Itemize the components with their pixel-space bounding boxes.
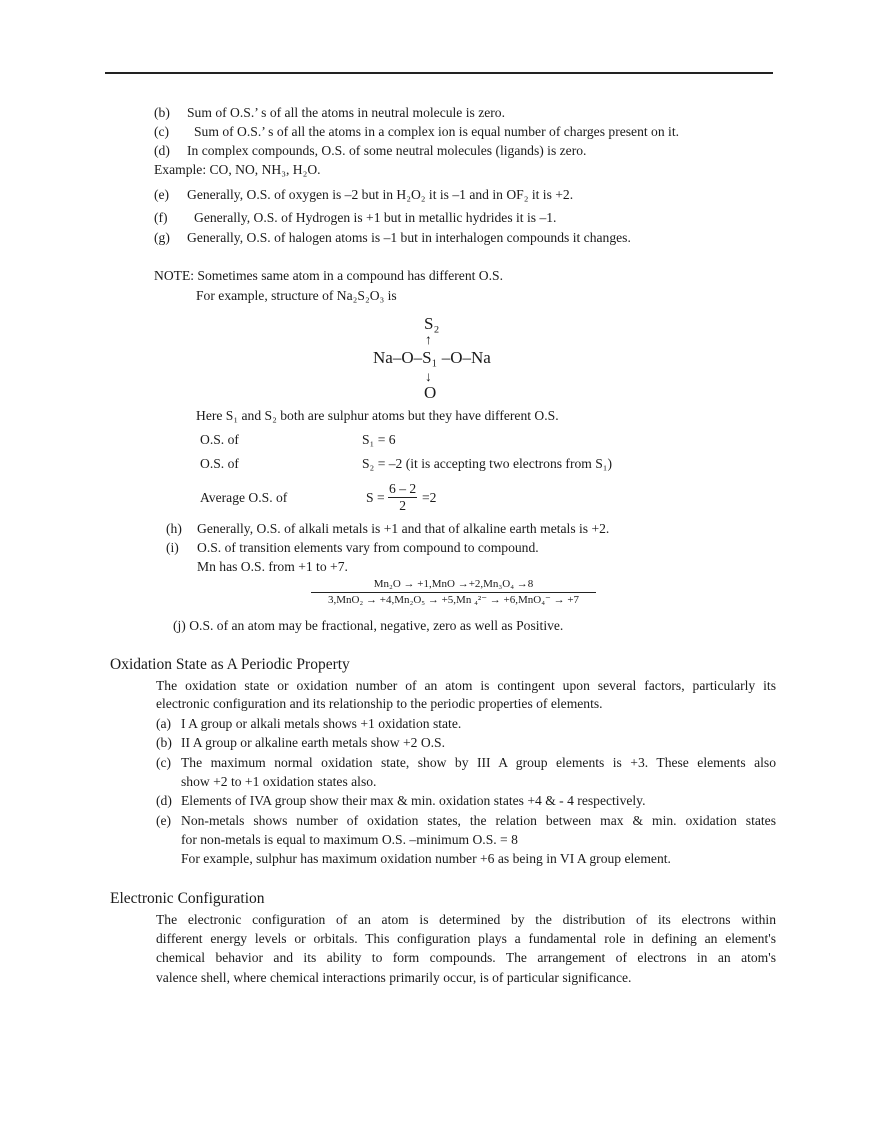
rule-c-label: (c) bbox=[154, 124, 170, 139]
note-text: : Sometimes same atom in a compound has different O.S. bbox=[190, 268, 503, 283]
rule-b-text: Sum of O.S.’ s of all the atoms in neutral molecule is zero. bbox=[187, 105, 505, 120]
item-a-label: (a) bbox=[156, 716, 172, 731]
item-b-text: II A group or alkaline earth metals show +2 O.S. bbox=[181, 735, 446, 750]
rule-f-label: (f) bbox=[154, 210, 168, 225]
rule-c-text: Sum of O.S.’ s of all the atoms in a complex ion is equal number of charges present on it. bbox=[194, 124, 680, 139]
item-a-text: I A group or alkali metals shows +1 oxidation state. bbox=[181, 716, 462, 731]
down-arrow-icon: ↓ bbox=[425, 369, 432, 384]
average-lhs: S = bbox=[366, 490, 385, 505]
mn-equation-numerator: Mn₂O → +1,MnO →+2,Mn₃O₄ →8 bbox=[311, 576, 596, 593]
section2-para-line: valence shell, where chemical interactions primarily occur, is of particular significance. bbox=[156, 970, 632, 985]
section-heading-periodic: Oxidation State as A Periodic Property bbox=[110, 656, 350, 673]
note-example: For example, structure of Na₂S₂O₃ is bbox=[196, 288, 397, 303]
example-line: Example: CO, NO, NH₃, H₂O. bbox=[154, 162, 321, 177]
item-c-label: (c) bbox=[156, 755, 172, 770]
rule-e-text: Generally, O.S. of oxygen is –2 but in H₂O₂ it is –1 and in OF₂ it is +2. bbox=[187, 187, 574, 202]
structure-s2: S₂ bbox=[424, 314, 440, 333]
average-fraction bbox=[388, 481, 417, 514]
item-e-label: (e) bbox=[156, 813, 172, 828]
item-c-text: The maximum normal oxidation state, show by III A group elements is +3. These elements also bbox=[181, 755, 776, 770]
mn-os-range: Mn has O.S. from +1 to +7. bbox=[197, 559, 348, 574]
up-arrow-icon: ↑ bbox=[425, 332, 432, 347]
mn-equation-denominator: 3,MnO₂ → +4,Mn₂O₅ → +5,Mn ₄²⁻ → +6,MnO₄⁻ → +7 bbox=[327, 594, 580, 606]
os-row-2-label: O.S. of bbox=[200, 456, 239, 471]
rule-d-text: In complex compounds, O.S. of some neutral molecules (ligands) is zero. bbox=[187, 143, 587, 158]
os-row-2-value: S₂ = –2 (it is accepting two electrons from S₁) bbox=[362, 456, 613, 471]
section1-para-line: electronic configuration and its relationship to the periodic properties of elements. bbox=[156, 696, 603, 711]
rule-b-label: (b) bbox=[154, 105, 170, 120]
rule-i-label: (i) bbox=[166, 540, 179, 555]
item-b-label: (b) bbox=[156, 735, 172, 750]
rule-d-label: (d) bbox=[154, 143, 170, 158]
rule-f-text: Generally, O.S. of Hydrogen is +1 but in metallic hydrides it is –1. bbox=[194, 210, 557, 225]
item-c-text-cont: show +2 to +1 oxidation states also. bbox=[181, 774, 377, 789]
rule-h-text: Generally, O.S. of alkali metals is +1 and that of alkaline earth metals is +2. bbox=[197, 521, 610, 536]
os-intro: Here S₁ and S₂ both are sulphur atoms but they have different O.S. bbox=[196, 408, 559, 423]
rule-g-label: (g) bbox=[154, 230, 170, 245]
note-label: NOTE bbox=[154, 268, 191, 283]
section2-para-line: chemical behavior and its ability to form compounds. The arrangement of electrons in an atom's bbox=[156, 950, 776, 965]
section2-para-line: different energy levels or orbitals. This configuration plays a fundamental role in defining an element's bbox=[156, 931, 776, 946]
average-label: Average O.S. of bbox=[200, 490, 288, 505]
section-heading-electronic: Electronic Configuration bbox=[110, 890, 265, 907]
note bbox=[154, 267, 503, 285]
os-row-1-value: S₁ = 6 bbox=[362, 432, 396, 447]
average-numerator: 6 – 2 bbox=[389, 481, 417, 496]
item-d-text: Elements of IVA group show their max & min. oxidation states +4 & - 4 respectively. bbox=[181, 793, 646, 808]
structure-chain: Na–O–S₁ –O–Na bbox=[373, 348, 491, 367]
rule-h-label: (h) bbox=[166, 521, 182, 536]
section2-para-line: The electronic configuration of an atom is determined by the distribution of its electrons within bbox=[156, 912, 776, 927]
item-e-text: Non-metals shows number of oxidation states, the relation between max & min. oxidation states bbox=[181, 813, 776, 828]
rule-i-text: O.S. of transition elements vary from compound to compound. bbox=[197, 540, 539, 555]
os-row-1-label: O.S. of bbox=[200, 432, 239, 447]
section1-para-line: The oxidation state or oxidation number of an atom is contingent upon several factors, particularly its bbox=[156, 678, 776, 693]
item-e-example: For example, sulphur has maximum oxidation number +6 as being in VI A group element. bbox=[181, 851, 671, 866]
mn-equation bbox=[311, 576, 596, 608]
item-d-label: (d) bbox=[156, 793, 172, 808]
item-e-text-cont: for non-metals is equal to maximum O.S. –minimum O.S. = 8 bbox=[181, 832, 518, 847]
average-rhs: =2 bbox=[422, 490, 437, 505]
structure-o: O bbox=[424, 383, 437, 402]
rule-g-text: Generally, O.S. of halogen atoms is –1 but in interhalogen compounds it changes. bbox=[187, 230, 631, 245]
rule-e-label: (e) bbox=[154, 187, 170, 202]
rule-j: (j) O.S. of an atom may be fractional, negative, zero as well as Positive. bbox=[173, 618, 564, 633]
header-rule bbox=[105, 72, 773, 74]
average-denominator: 2 bbox=[399, 498, 406, 513]
